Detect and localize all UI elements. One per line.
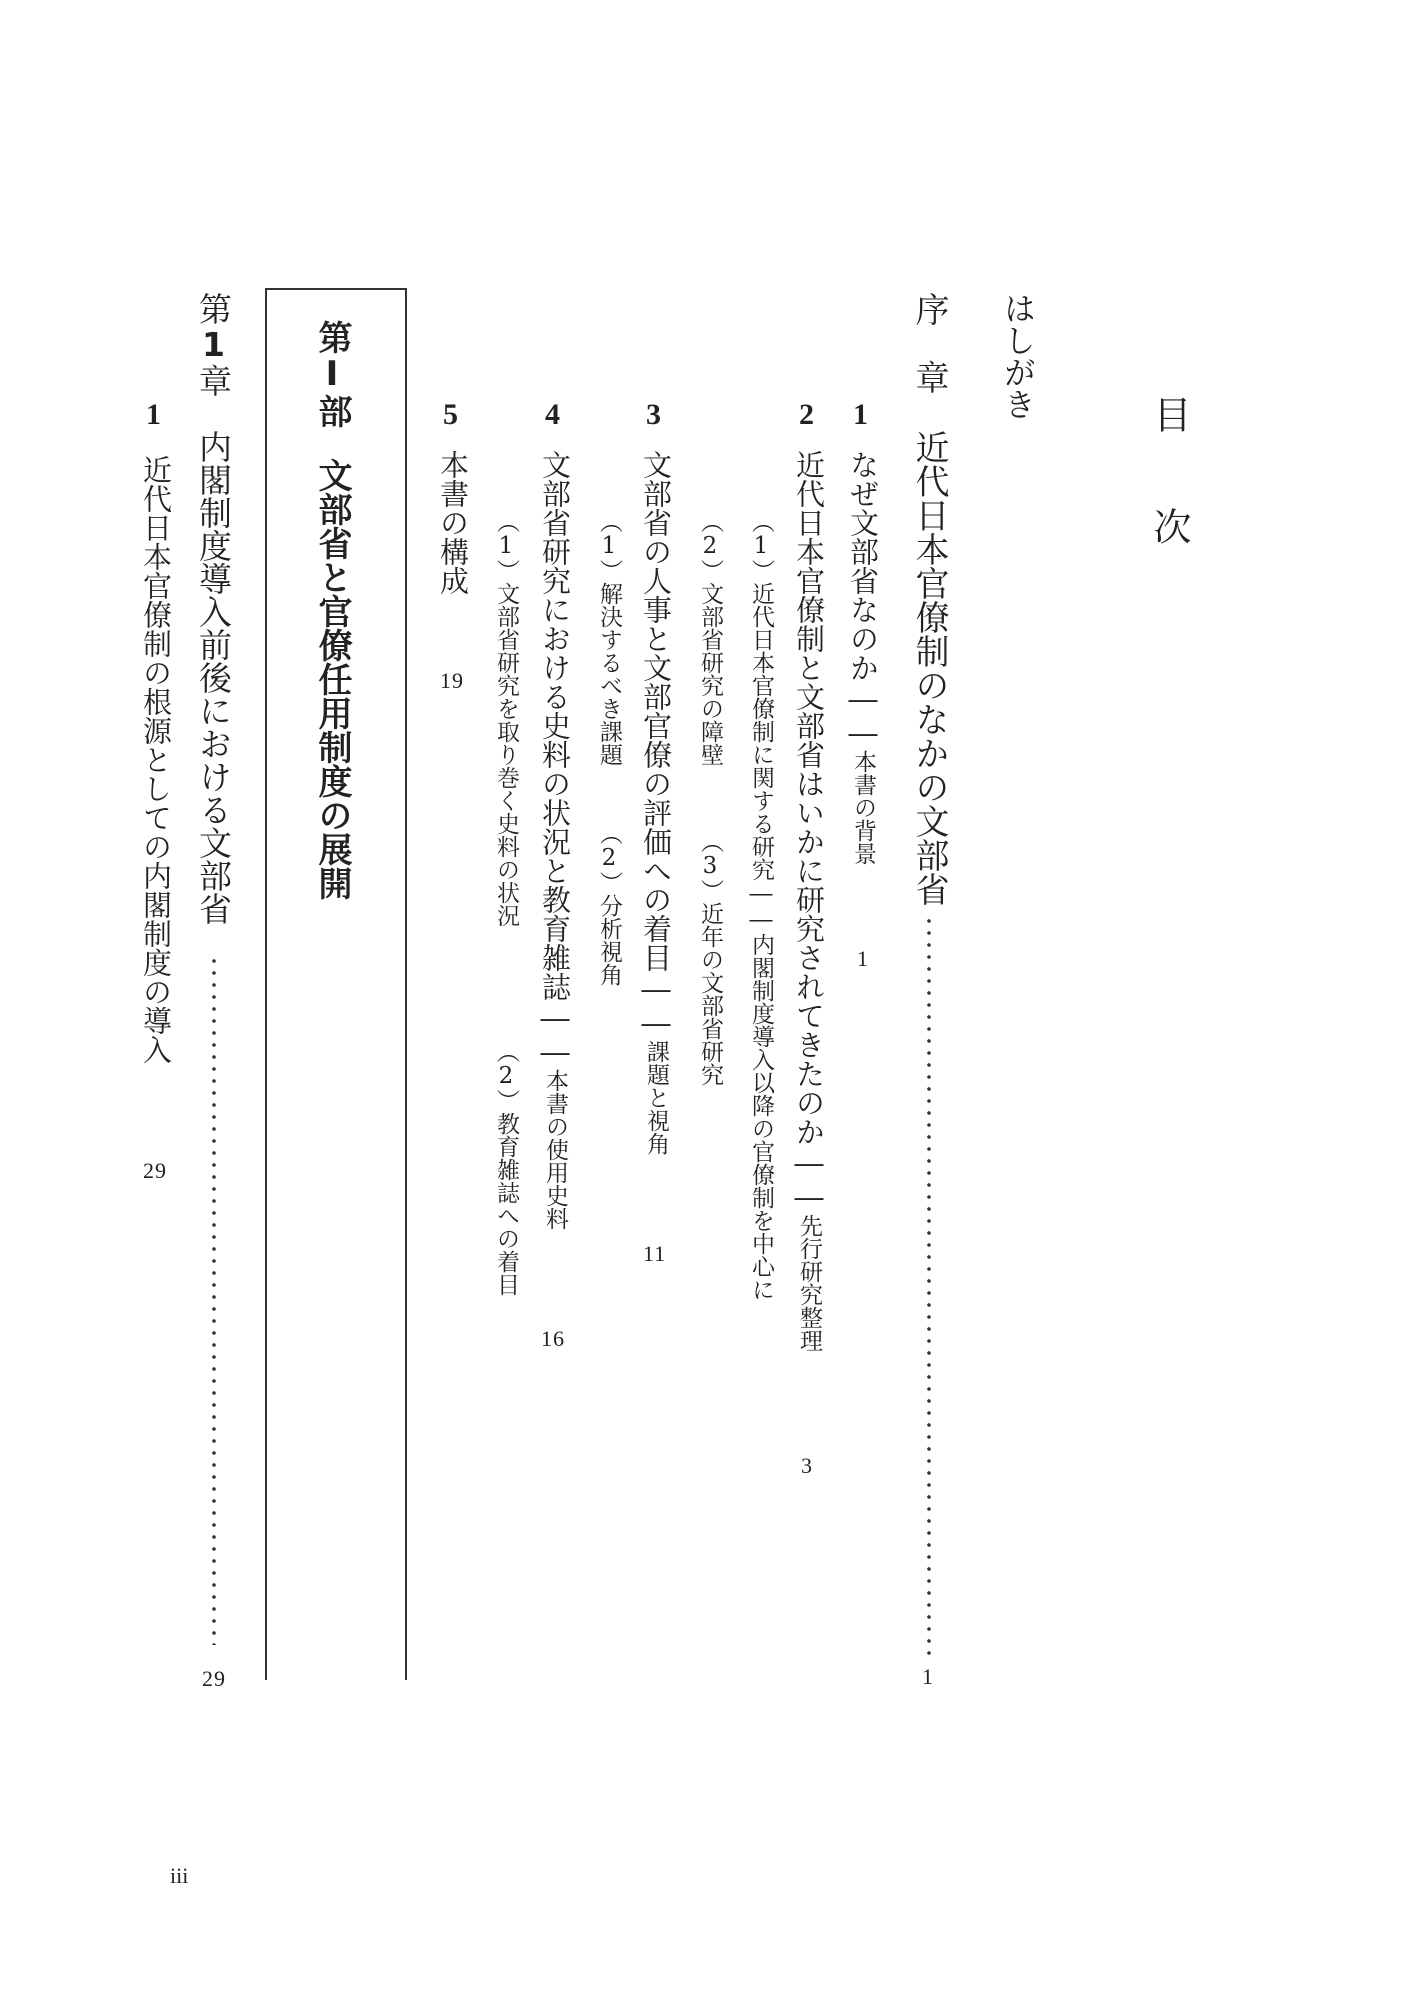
chapter-leader-dots <box>212 955 216 1645</box>
chapter-title: 内閣制度導入前後における文部省 <box>194 430 233 925</box>
subsection-item[interactable]: （1）近代日本官僚制に関する研究――内閣制度導入以降の官僚制を中心に <box>748 510 774 1301</box>
chapter-page: 29 <box>202 1666 226 1691</box>
section-title: 近代日本官僚制と文部省はいかに研究されてきたのか――先行研究整理 <box>792 450 826 1352</box>
section-title: 本書の構成 <box>436 450 470 595</box>
section-title: なぜ文部省なのか――本書の背景 <box>846 450 880 865</box>
intro-leader-dots <box>927 915 931 1655</box>
page-title: 目 次 <box>1147 395 1191 563</box>
section-number: 4 <box>545 398 560 431</box>
section-page: 16 <box>541 1326 565 1351</box>
part-title: 文部省と官僚任用制度の展開 <box>312 458 352 900</box>
section-page: 19 <box>440 668 464 693</box>
section-number: 1 <box>146 398 161 431</box>
section-page: 1 <box>857 946 869 971</box>
section-page: 29 <box>143 1158 167 1183</box>
subsection-item[interactable]: （3）近年の文部省研究 <box>697 830 723 1086</box>
subsection-item[interactable]: （2）教育雑誌への着目 <box>493 1040 519 1296</box>
intro-title: 近代日本官僚制のなかの文部省 <box>909 430 949 906</box>
section-title: 近代日本官僚制の根源としての内閣制度の導入 <box>139 455 173 1064</box>
section-title: 文部省研究における史料の状況と教育雑誌――本書の使用史料 <box>538 450 572 1230</box>
section-number: 1 <box>853 398 868 431</box>
page-folio: iii <box>170 1863 189 1888</box>
section-number: 3 <box>646 398 661 431</box>
subsection-item[interactable]: （1）解決するべき課題 <box>596 510 622 766</box>
subsection-item[interactable]: （1）文部省研究を取り巻く史料の状況 <box>493 510 519 927</box>
section-page: 3 <box>801 1453 813 1478</box>
chapter-label: 第1章 <box>194 292 233 397</box>
intro-label: 序 章 <box>909 292 949 394</box>
section-number: 2 <box>799 398 814 431</box>
intro-page: 1 <box>922 1664 934 1689</box>
section-number: 5 <box>443 398 458 431</box>
toc-entry-hashigaki[interactable]: はしがき <box>999 292 1037 420</box>
section-page: 11 <box>643 1241 667 1266</box>
part-label: 第Ⅰ部 <box>312 320 352 428</box>
subsection-item[interactable]: （2）分析視角 <box>596 822 622 986</box>
subsection-item[interactable]: （2）文部省研究の障壁 <box>697 510 723 766</box>
section-title: 文部省の人事と文部官僚の評価への着目――課題と視角 <box>639 450 673 1155</box>
